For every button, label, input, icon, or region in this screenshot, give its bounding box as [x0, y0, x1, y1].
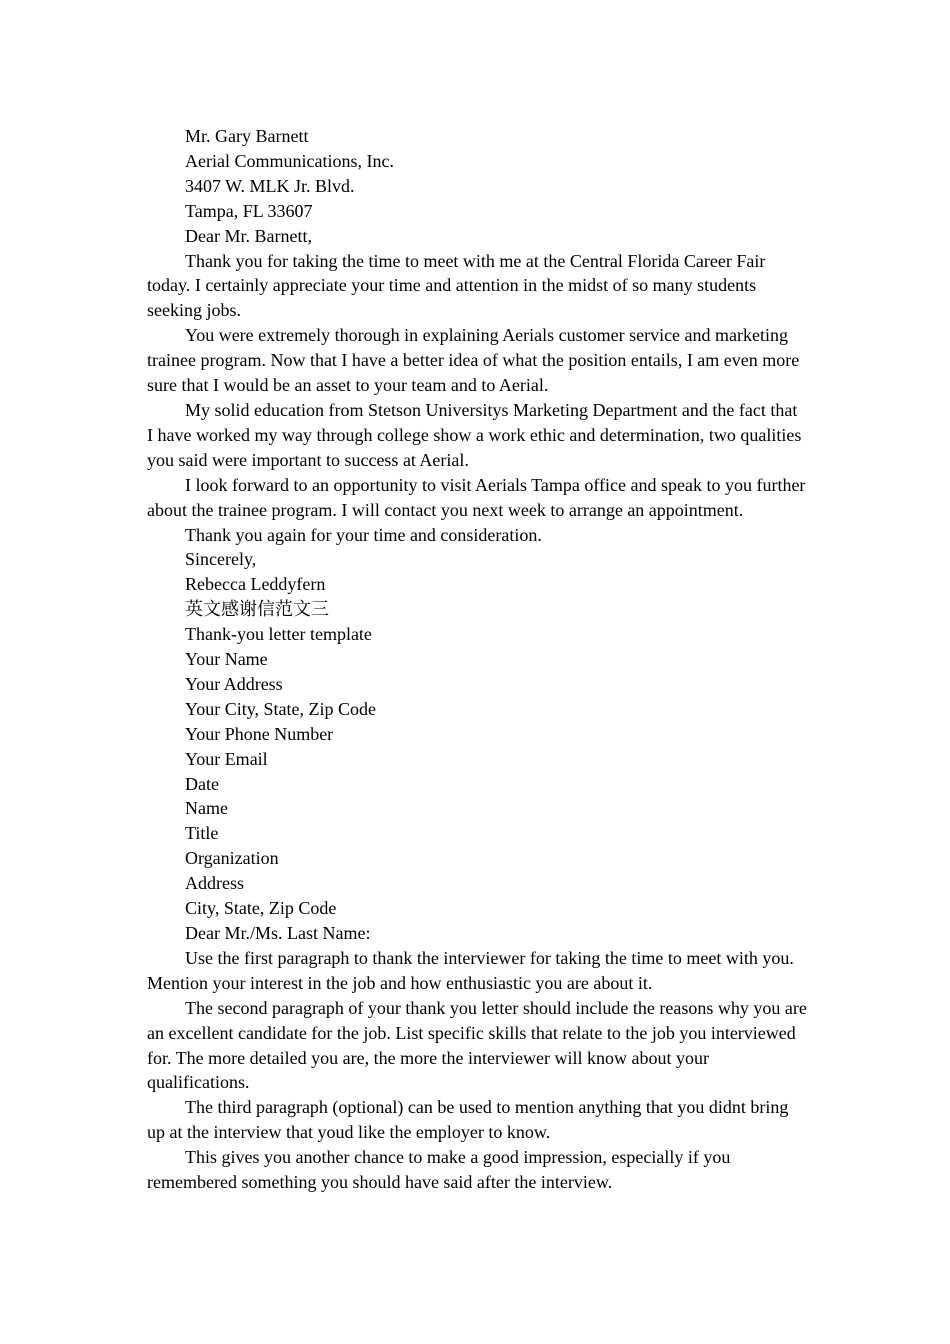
template-title: Thank-you letter template	[185, 624, 372, 645]
recipient-city: Tampa, FL 33607	[185, 200, 313, 221]
template-sender-line: Your Name	[185, 649, 268, 670]
template-recipient-line: Address	[185, 873, 244, 894]
template-sender-line: Your Address	[185, 673, 283, 694]
template-salutation: Dear Mr./Ms. Last Name:	[185, 923, 371, 943]
letter-paragraph: Thank you again for your time and consideration.	[185, 524, 542, 545]
template-paragraph: Use the first paragraph to thank the interviewer for taking the time to meet with you. Mention your interest in the job and how enthusiastic you are about it.	[147, 947, 794, 993]
template-paragraph: The third paragraph (optional) can be used to mention anything that you didnt bring up at the interview that youd like the employer to know.	[147, 1097, 789, 1143]
template-recipient-line: City, State, Zip Code	[185, 898, 337, 919]
template-sender-line: Your Phone Number	[185, 723, 334, 744]
letter-signature: Rebecca Leddyfern	[185, 574, 326, 595]
template-recipient-line: Name	[185, 798, 228, 819]
template-recipient-line: Title	[185, 823, 219, 844]
template-paragraph: This gives you another chance to make a good impression, especially if you remembered something you should have said after the interview.	[147, 1147, 731, 1193]
recipient-company: Aerial Communications, Inc.	[185, 150, 394, 171]
recipient-street: 3407 W. MLK Jr. Blvd.	[185, 175, 355, 196]
template-date: Date	[185, 773, 219, 794]
recipient-name: Mr. Gary Barnett	[185, 126, 309, 146]
letter-paragraph: Thank you for taking the time to meet with me at the Central Florida Career Fair today. I certainly appreciate your time and attention in the midst of so many students seeking jobs.	[147, 250, 766, 321]
letter-paragraph: I look forward to an opportunity to visit Aerials Tampa office and speak to you further about the trainee program. I will contact you next week to arrange an appointment.	[147, 474, 806, 520]
template-sender-line: Your City, State, Zip Code	[185, 698, 377, 719]
section-heading: 英文感谢信范文三	[185, 599, 329, 620]
letter-paragraph: You were extremely thorough in explaining Aerials customer service and marketing trainee program. Now that I have a better idea of what the position entails, I am even more sure that I would be an asset to your team and to Aerial.	[147, 325, 800, 396]
document-page	[147, 124, 807, 1195]
letter-paragraph: My solid education from Stetson Universitys Marketing Department and the fact that I have worked my way through college show a work ethic and determination, two qualities you said were important to success at Aerial.	[147, 399, 802, 470]
letter-closing: Sincerely,	[185, 549, 257, 570]
template-sender-line: Your Email	[185, 748, 268, 769]
template-paragraph: The second paragraph of your thank you letter should include the reasons why you are an excellent candidate for the job. List specific skills that relate to the job you interviewed for. The more detailed you are, the more the interviewer will know about your qualifications.	[147, 997, 807, 1093]
template-recipient-line: Organization	[185, 848, 279, 869]
letter-salutation: Dear Mr. Barnett,	[185, 225, 312, 246]
